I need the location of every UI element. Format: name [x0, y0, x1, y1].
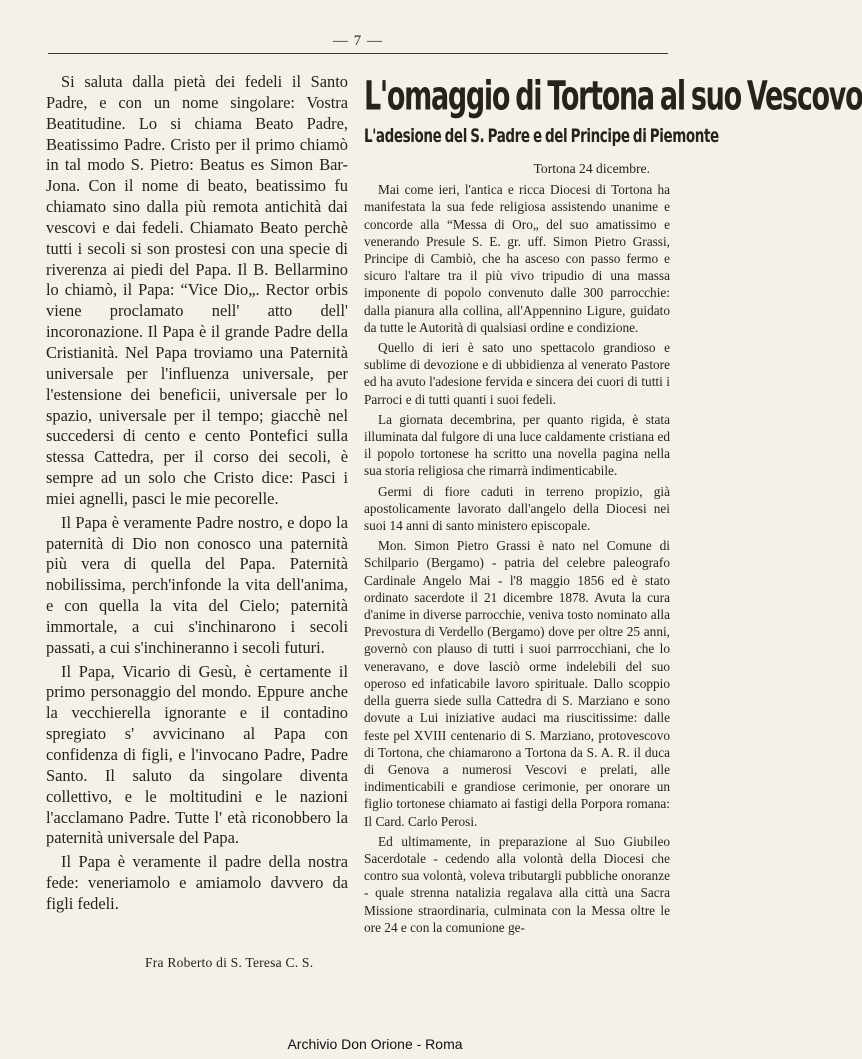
left-paragraph: Il Papa, Vicario di Gesù, è certamente il primo personaggio del mondo. Eppure anche la vecchierella ignorante e il contadino spregiato s' avvicinano al Papa con confidenza di figli, e l'invocano Padre, Padre Santo. Il saluto da singolare diventa collettivo, e le moltitudini e le nazioni l'acclamano Padre. Tutte l' età riconobbero la paternità universale del Papa. — [46, 661, 348, 848]
left-paragraph: Il Papa è veramente il padre della nostra fede: veneriamolo e amiamolo davvero da figli fedeli. — [46, 852, 348, 913]
right-column-article — [364, 72, 862, 936]
right-paragraph: Ed ultimamente, in preparazione al Suo Giubileo Sacerdotale - cedendo alla volontà della Diocesi che contro sua volontà, voleva tributargli pubbliche onoranze - quale strenna natalizia regalava alla città una Sacra Missione straordinaria, culminata con la Messa oltre le ore 24 e con la comunione ge- — [364, 833, 670, 935]
article-subheadline: L'adesione del S. Padre e del Principe di Piemonte — [364, 125, 719, 148]
left-paragraph: Si saluta dalla pietà dei fedeli il Santo Padre, e con un nome singolare: Vostra Beatitudine. Lo si chiama Beato Padre, Beatissimo Padre. Cristo per il primo chiamò in tal modo S. Pietro: Beatus es Simon Bar-Jona. Con il nome di beato, beatissimo fu chiamato sino dalla più remota antichità dai vescovi e dai fedeli. Chiamato Beato perchè tutti i secoli si son prostesi con una specie di riverenza ai piedi del Papa. Il B. Bellarmino lo chiamò, il Papa: “Vice Dio„. Rector orbis viene proclamato nell' atto dell' incoronazione. Il Papa è il grande Padre della Cristianità. Nel Papa troviamo una Paternità universale per l'influenza universale, per l'estensione dei beneficii, universale per lo spazio, universale per il tempo; giacchè nel succedersi di cento e cento Pontefici sulla stessa Cattedra, per il corso dei secoli, è sempre ad un solo che Cristo dice: Pasci i miei agnelli, pasci le mie pecorelle. — [46, 72, 348, 508]
page-header — [48, 33, 668, 54]
left-paragraph: Il Papa è veramente Padre nostro, e dopo la paternità di Dio non conosco una paternità più vera di quella del Papa. Paternità nobilissima, perch'infonde la vita dell'anima, e con quella la vita del Cielo; paternità immortale, a cui s'inchinarono i secoli passati, a cui s'inchineranno i secoli futuri. — [46, 512, 348, 657]
article-dateline: Tortona 24 dicembre. — [533, 161, 650, 176]
right-paragraph: Mon. Simon Pietro Grassi è nato nel Comune di Schilpario (Bergamo) - patria del celebre paleografo Cardinale Angelo Mai - l'8 maggio 1856 ed è stato ordinato sacerdote il 21 dicembre 1878. Avuta la cura d'anime in diverse parrocchie, veniva tosto nominato alla Prevostura di Verdello (Bergamo) dove per oltre 25 anni, governò con plauso di tutti i suoi parrrocchiani, che lo veneravano, e dove lasciò orme indelebili del suo operoso ed infaticabile lavoro spirituale. Dallo scoppio della guerra siede sulla Cattedra di S. Marziano e sono dovute a Lui iniziative audaci ma riuscitissime: dalle feste pel XVIII centenario di S. Marziano, protovescovo di Tortona, che chiamarono a Tortona da S. A. R. il duca di Genova a numerosi Vescovi e prelati, alle indimenticabili e grandiose cerimonie, per onorare un figlio tortonese chiamato ai fastigi della Porpora romana: Il Card. Carlo Perosi. — [364, 538, 670, 829]
page-number: — 7 — — [333, 33, 383, 49]
right-paragraph: Mai come ieri, l'antica e ricca Diocesi di Tortona ha manifestata la sua fede religiosa assistendo unanime e concorde alla “Messa di Oro„ del suo amatissimo e venerando Presule S. E. gr. uff. Simon Pietro Grassi, Principe di Cambiò, che ha asceso con passo fermo e sicuro l'altare tra il più vivo tripudio di una massa imponente di popolo convenuto dalle 300 parrocchie: dalla pianura alla collina, all'Appennino Ligure, guidato da tutte le Autorità di qualsiasi ordine e condizione. — [364, 182, 670, 335]
left-column-article — [46, 72, 348, 915]
right-paragraph: La giornata decembrina, per quanto rigida, è stata illuminata dal fulgore di una luce caldamente cristiana ed il popolo tortonese ha scritto una novella pagina nella sua storia religiosa che rimarrà indimenticabile. — [364, 411, 670, 479]
article-headline: L'omaggio di Tortona al suo Vescovo — [364, 73, 862, 120]
right-paragraph: Quello di ieri è sato uno spettacolo grandioso e sublime di devozione e di ubbidienza al venerato Pastore ed ha avuto l'adesione fervida e sincera dei cuori di tutti i Parroci e di tutti quanti i suoi fedeli. — [364, 340, 670, 407]
archive-footer: Archivio Don Orione - Roma — [287, 1036, 463, 1052]
right-paragraph: Germi di fiore caduti in terreno propizio, già apostolicamente lavorato dall'angelo della Diocesi nei suoi 14 anni di santo ministero episcopale. — [364, 483, 670, 534]
article-signature: Fra Roberto di S. Teresa C. S. — [145, 955, 314, 970]
